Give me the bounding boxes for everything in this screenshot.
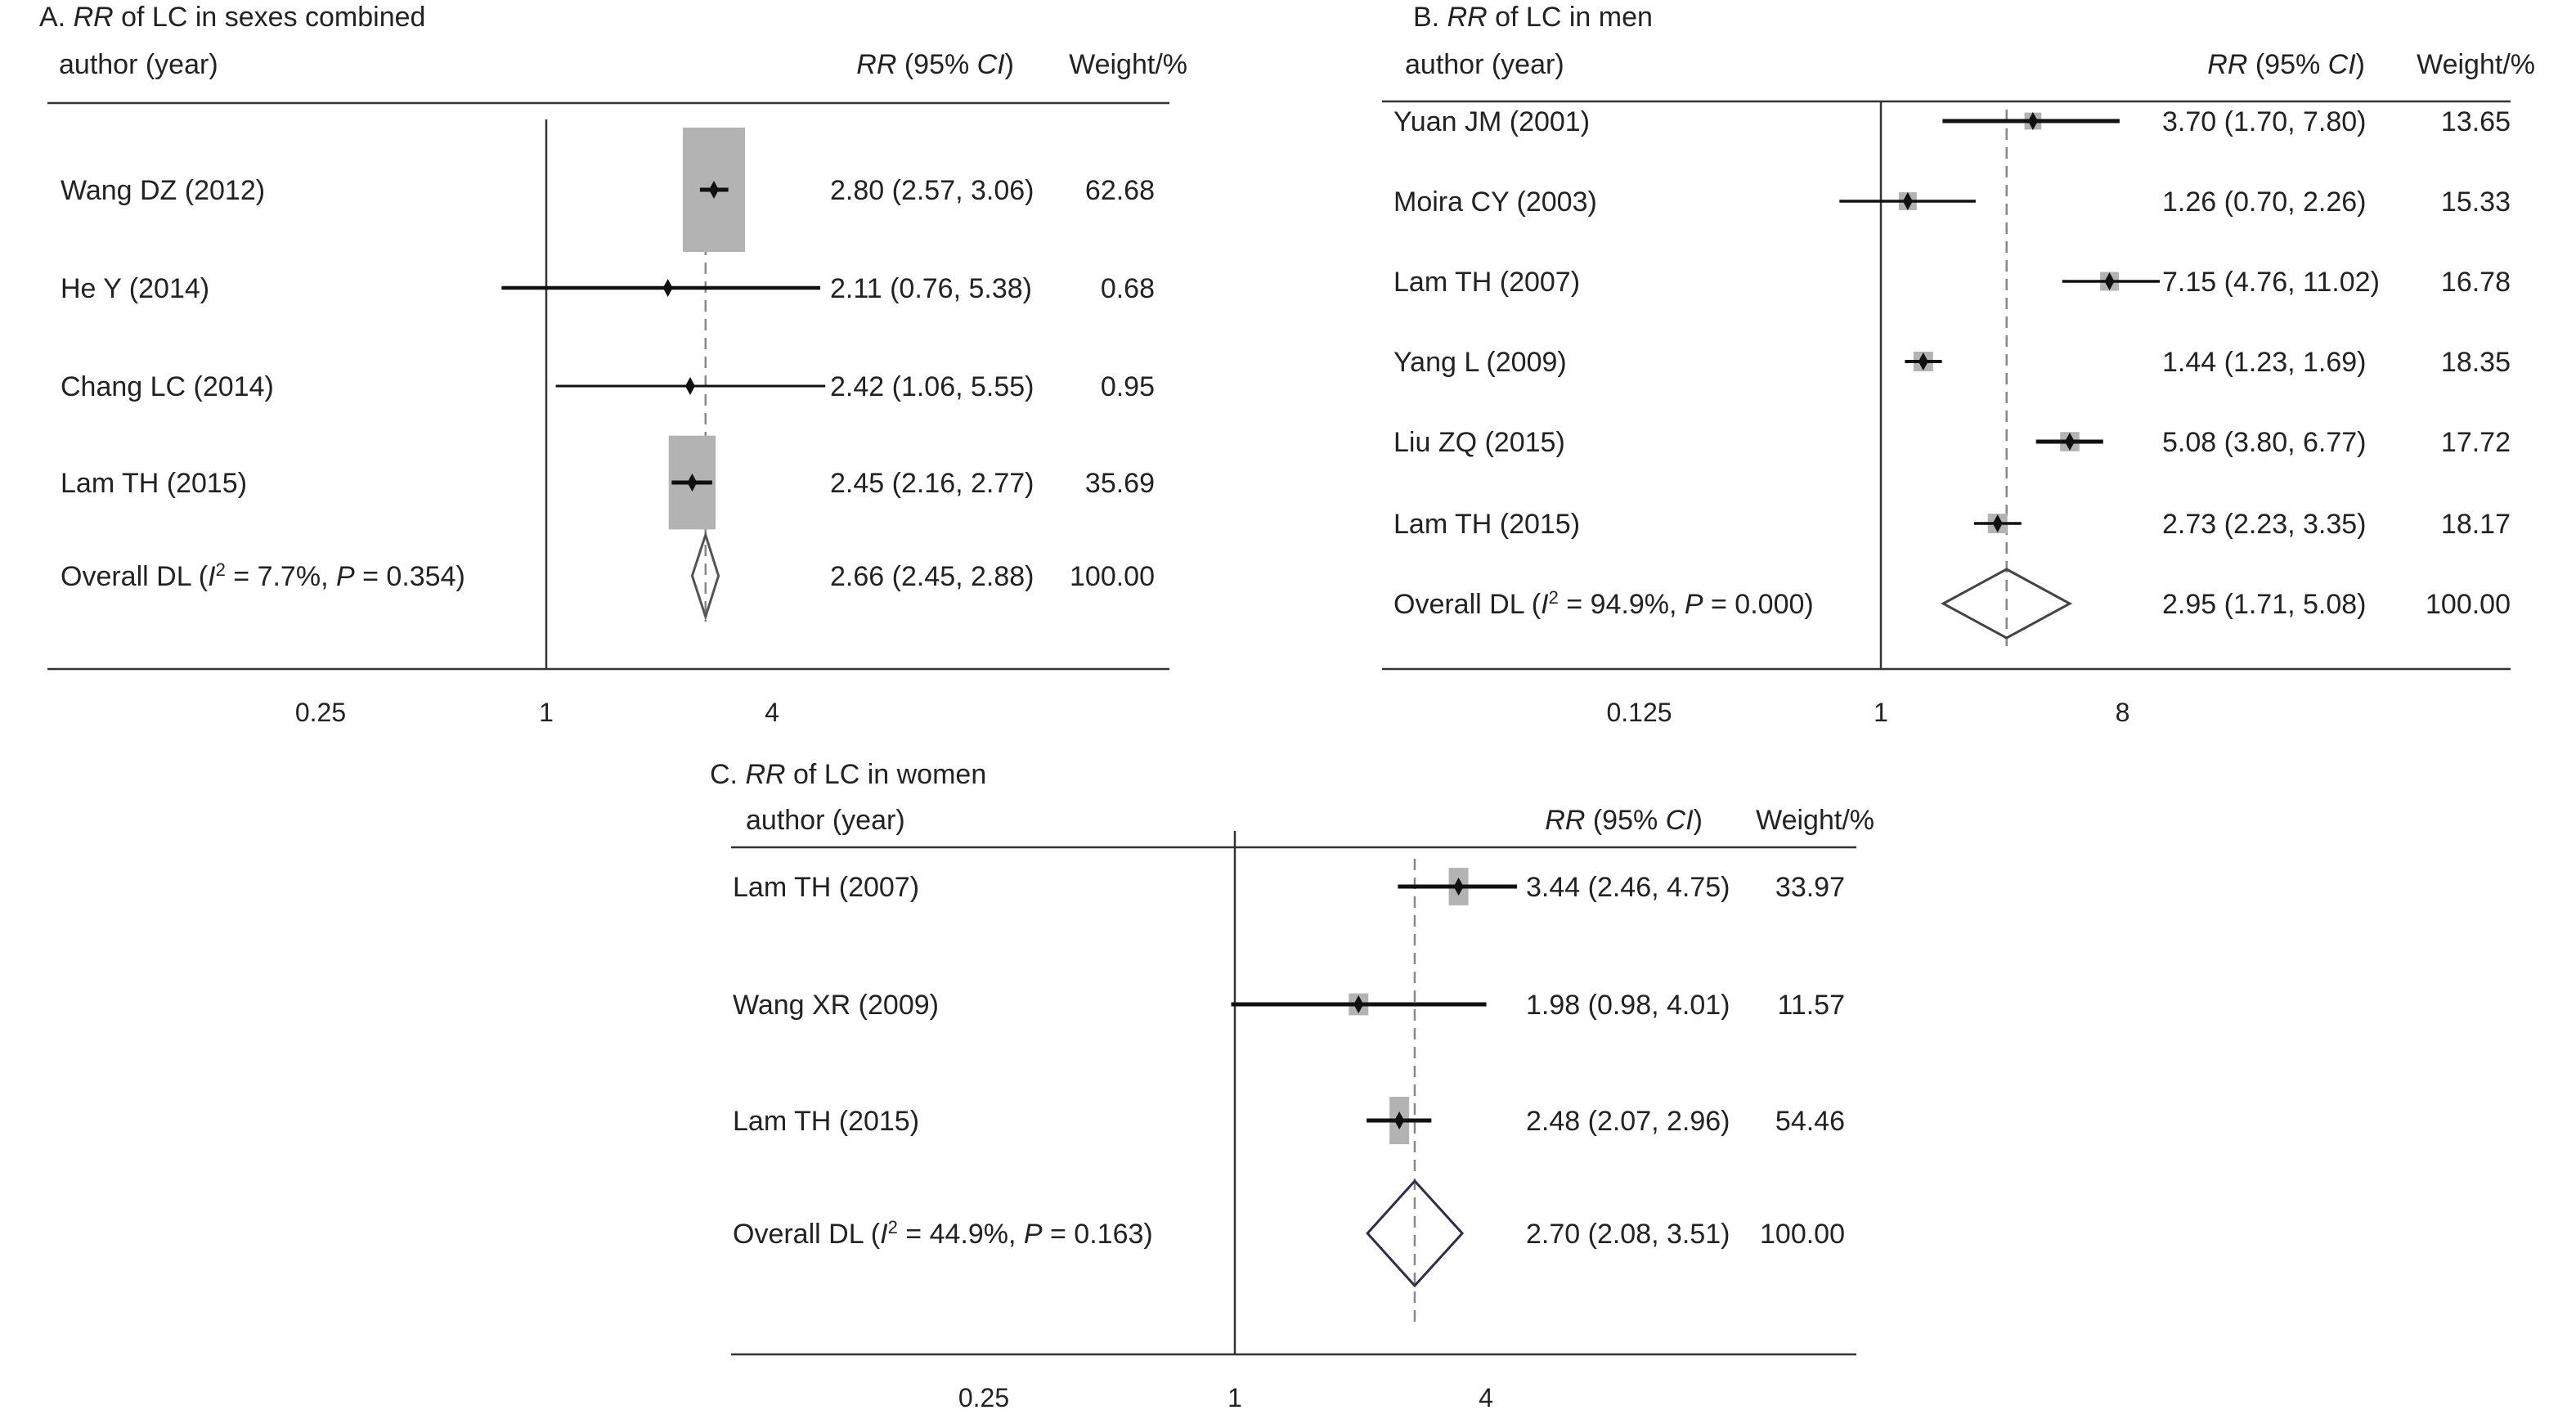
study-label: Wang XR (2009) [733, 990, 939, 1021]
rr-column-header: RR (95% CI) [2207, 49, 2365, 80]
author-column-header: author (year) [1405, 49, 1564, 80]
study-label: Yuan JM (2001) [1393, 106, 1591, 137]
study-label: Lam TH (2015) [1393, 509, 1581, 540]
study-weight: 18.17 [2440, 509, 2511, 540]
x-tick-label: 0.125 [1606, 698, 1672, 727]
x-tick-label: 1 [1227, 1383, 1242, 1412]
study-label: Lam TH (2015) [61, 468, 248, 499]
panel-title: B. RR of LC in men [1413, 2, 1653, 33]
overall-rr-ci: 2.66 (2.45, 2.88) [830, 561, 1034, 592]
panel-title: A. RR of LC in sexes combined [39, 2, 426, 33]
overall-diamond [1367, 1181, 1462, 1286]
rr-column-header: RR (95% CI) [1545, 805, 1703, 836]
study-rr-ci: 7.15 (4.76, 11.02) [2162, 267, 2380, 298]
overall-rr-ci: 2.95 (1.71, 5.08) [2162, 589, 2367, 620]
study-weight: 54.46 [1775, 1106, 1845, 1137]
author-column-header: author (year) [746, 805, 905, 836]
panel-a [39, 2, 1187, 727]
study-label: Chang LC (2014) [61, 371, 274, 402]
x-tick-label: 4 [765, 698, 779, 727]
weight-column-header: Weight/% [1756, 805, 1874, 836]
study-rr-ci: 1.44 (1.23, 1.69) [2162, 347, 2367, 378]
panel-c [710, 759, 1874, 1412]
study-label: Wang DZ (2012) [61, 175, 266, 206]
study-weight: 16.78 [2440, 267, 2511, 298]
overall-label: Overall DL ($I^2 = 44.9\%$, P = 0.163) [733, 1216, 1153, 1250]
study-rr-ci: 2.45 (2.16, 2.77) [830, 468, 1034, 499]
study-weight: 0.95 [1100, 371, 1155, 402]
panel-b [1382, 2, 2535, 727]
x-tick-label: 1 [539, 698, 554, 727]
study-weight: 17.72 [2440, 427, 2511, 458]
study-rr-ci: 3.70 (1.70, 7.80) [2162, 106, 2367, 137]
x-tick-label: 0.25 [294, 698, 347, 727]
study-rr-ci: 2.42 (1.06, 5.55) [830, 371, 1034, 402]
study-rr-ci: 5.08 (3.80, 6.77) [2162, 427, 2367, 458]
overall-weight: 100.00 [1760, 1219, 1845, 1250]
study-label: Yang L (2009) [1393, 347, 1567, 378]
overall-rr-ci: 2.70 (2.08, 3.51) [1526, 1219, 1730, 1250]
study-rr-ci: 1.26 (0.70, 2.26) [2162, 186, 2367, 218]
study-weight: 35.69 [1084, 468, 1155, 499]
study-weight: 11.57 [1777, 990, 1845, 1021]
study-label: Lam TH (2007) [733, 872, 920, 903]
study-label: Moira CY (2003) [1393, 186, 1597, 218]
weight-column-header: Weight/% [2417, 49, 2535, 80]
x-tick-label: 4 [1479, 1383, 1493, 1412]
overall-label: Overall DL ($I^2 = 94.9\%$, P = 0.000) [1393, 586, 1814, 620]
x-tick-label: 0.25 [958, 1383, 1010, 1412]
study-rr-ci: 1.98 (0.98, 4.01) [1526, 990, 1730, 1021]
overall-label: Overall DL ($I^2 = 7.7\%$, P = 0.354) [61, 559, 465, 592]
study-point-estimate [685, 377, 695, 395]
x-tick-label: 1 [1874, 698, 1888, 727]
panel-title: C. RR of LC in women [710, 759, 987, 790]
study-rr-ci: 2.11 (0.76, 5.38) [830, 273, 1032, 304]
study-rr-ci: 2.48 (2.07, 2.96) [1526, 1106, 1730, 1137]
study-label: Lam TH (2007) [1393, 267, 1581, 298]
study-rr-ci: 2.73 (2.23, 3.35) [2162, 509, 2367, 540]
study-weight: 15.33 [2440, 186, 2511, 218]
overall-weight: 100.00 [2426, 589, 2511, 620]
study-label: Liu ZQ (2015) [1393, 427, 1565, 458]
overall-weight: 100.00 [1070, 561, 1155, 592]
weight-column-header: Weight/% [1069, 49, 1187, 80]
study-weight: 33.97 [1775, 872, 1845, 903]
rr-column-header: RR (95% CI) [856, 49, 1014, 80]
study-weight: 0.68 [1100, 273, 1155, 304]
study-label: Lam TH (2015) [733, 1106, 920, 1137]
study-rr-ci: 2.80 (2.57, 3.06) [830, 175, 1034, 206]
study-weight: 18.35 [2440, 347, 2511, 378]
author-column-header: author (year) [59, 49, 218, 80]
study-point-estimate [663, 279, 673, 297]
x-tick-label: 8 [2115, 698, 2130, 727]
study-weight: 62.68 [1084, 175, 1155, 206]
study-label: He Y (2014) [61, 273, 210, 304]
study-rr-ci: 3.44 (2.46, 4.75) [1526, 872, 1730, 903]
study-weight: 13.65 [2440, 106, 2511, 137]
